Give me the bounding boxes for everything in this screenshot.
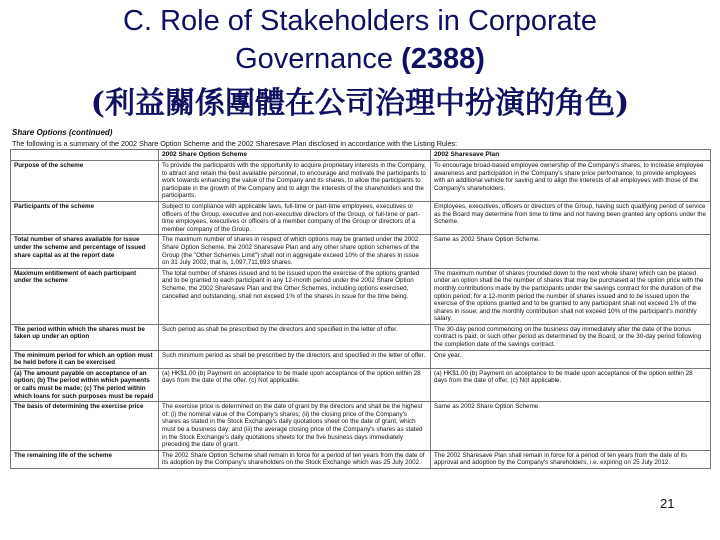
share-option-cell: The maximum number of shares in respect of which options may be granted under the 2002 Share Option Scheme, the 2002 Sharesave Plan and any other share option schemes of the Group (the "Other Schemes Limit") shall not in aggregate exceed 10% of the shares in issue on 31 July 2002, that is, 1,097,711,893 shares. xyxy=(159,235,431,268)
row-label: Total number of shares available for issue under the scheme and percentage of issued share capital as at the report date xyxy=(11,235,159,268)
row-label: The remaining life of the scheme xyxy=(11,450,159,468)
scanned-document xyxy=(8,128,712,540)
table-row xyxy=(11,201,711,234)
share-option-cell: The total number of shares issued and to be issued upon the exercise of the options granted and to be granted to each participant in any 12-month period under the 2002 Share Option Scheme, the 2002 Sharesave Plan and the Other Schemes, including options exercised, cancelled and outstanding, shall not exceed 1% of the shares in issue for the time being. xyxy=(159,268,431,324)
table-row xyxy=(11,161,711,202)
row-label: The minimum period for which an option must be held before it can be exercised xyxy=(11,350,159,368)
header-cell xyxy=(11,150,159,161)
sharesave-cell: (a) HK$1.00 (b) Payment on acceptance to be made upon acceptance of the option within 28 days from the date of offer. (c) Not applicable. xyxy=(431,368,711,401)
sharesave-cell: The 30-day period commencing on the business day immediately after the date of the bonus contract is paid, or such other period as determined by the Board, or the 30-day period following the completion date of the savings contract. xyxy=(431,324,711,350)
table-row xyxy=(11,450,711,468)
sharesave-cell: The 2002 Sharesave Plan shall remain in force for a period of ten years from the date of its approval and adoption by the Company's shareholders, i.e. expiring on 25 July 2012. xyxy=(431,450,711,468)
sharesave-cell: Same as 2002 Share Option Scheme. xyxy=(431,235,711,268)
share-option-cell: The 2002 Share Option Scheme shall remain in force for a period of ten years from the date of its adoption by the Company's shareholders on the Stock Exchange which was 25 July 2002. xyxy=(159,450,431,468)
table-row xyxy=(11,268,711,324)
share-option-cell: Such minimum period as shall be prescribed by the directors and specified in the letter of offer. xyxy=(159,350,431,368)
slide-title-line-2-text: Governance xyxy=(235,43,402,75)
sharesave-cell: Employees, executives, officers or directors of the Group, having such qualifying period of service as the Board may determine from time to time and not having been granted any options under the Scheme. xyxy=(431,201,711,234)
row-label: Participants of the scheme xyxy=(11,201,159,234)
share-option-cell: Subject to compliance with applicable laws, full-time or part-time employees, executives or officers of the Group, executive and non-executive directors of the Group, or full-time or part-time employees, executives or officers of a member company of the Group or directors of a member company of the Group. xyxy=(159,201,431,234)
header-cell: 2002 Share Option Scheme xyxy=(159,150,431,161)
share-option-cell: Such period as shall be prescribed by the directors and specified in the letter of offer. xyxy=(159,324,431,350)
share-option-cell: (a) HK$1.00 (b) Payment on acceptance to be made upon acceptance of the option within 28 days from the date of the offer. (c) Not applicable. xyxy=(159,368,431,401)
slide-title-line-1: C. Role of Stakeholders in Corporate xyxy=(123,5,597,37)
table-row xyxy=(11,324,711,350)
row-label: (a) The amount payable on acceptance of an option; (b) The period within which payments or calls must be made; (c) The period within which loans for such purposes must be repaid xyxy=(11,368,159,401)
intro-text: The following is a summary of the 2002 Share Option Scheme and the 2002 Sharesave Plan disclosed in accordance with the Listing Rules: xyxy=(12,139,458,148)
section-heading: Share Options (continued) xyxy=(12,128,113,137)
share-option-cell: To provide the participants with the opportunity to acquire proprietary interests in the Company, to attract and retain the best available personnel, to encourage and motivate the participants to work towards enhancing the value of the Company and its shares, to allow the participants to participate in the growth of the Company and to align the interests of the shareholders and the participants. xyxy=(159,161,431,202)
slide-title-line-2 xyxy=(0,42,720,76)
stock-code: (2388) xyxy=(401,43,485,75)
share-options-table xyxy=(10,149,711,469)
table-header-row xyxy=(11,150,711,161)
row-label: Purpose of the scheme xyxy=(11,161,159,202)
row-label: The basis of determining the exercise price xyxy=(11,402,159,451)
page-number: 21 xyxy=(660,496,675,511)
sharesave-cell: Same as 2002 Share Option Scheme. xyxy=(431,402,711,451)
sharesave-cell: The maximum number of shares (rounded down to the next whole share) which can be placed under an option shall be the number of shares that may be purchased at the option price with the monthly contributions made by the participants under the savings contract for the duration of the option period; for a 12-month period the number of shares issued and to be issued upon the exercise of the options granted and to be granted to any participant shall not exceed 1% of the shares in issue; and the monthly contribution shall not exceed 10% of the participant's monthly salary. xyxy=(431,268,711,324)
header-cell: 2002 Sharesave Plan xyxy=(431,150,711,161)
sharesave-cell: To encourage broad-based employee ownership of the Company's shares, to increase employee awareness and participation in the Company's share price performance, to provide employees with an additional vehicle for saving and to align the interests of all employees with those of the Company's shareholders. xyxy=(431,161,711,202)
sharesave-cell: One year. xyxy=(431,350,711,368)
table-row xyxy=(11,368,711,401)
share-option-cell: The exercise price is determined on the date of grant by the directors and shall be the highest of: (i) the nominal value of the Company's shares; (ii) the closing price of the Company's shares as stated in the Stock Exchange's daily quotations sheet on the date of grant, which must be a business day; and (iii) the average closing price of the Company's shares as stated in the Stock Exchange's daily quotations sheets for the five business days immediately preceding the date of grant. xyxy=(159,402,431,451)
row-label: The period within which the shares must be taken up under an option xyxy=(11,324,159,350)
table-row xyxy=(11,235,711,268)
row-label: Maximum entitlement of each participant under the scheme xyxy=(11,268,159,324)
table-row xyxy=(11,350,711,368)
table-row xyxy=(11,402,711,451)
slide-title-chinese: (利益關係團體在公司治理中扮演的角色) xyxy=(90,86,630,121)
